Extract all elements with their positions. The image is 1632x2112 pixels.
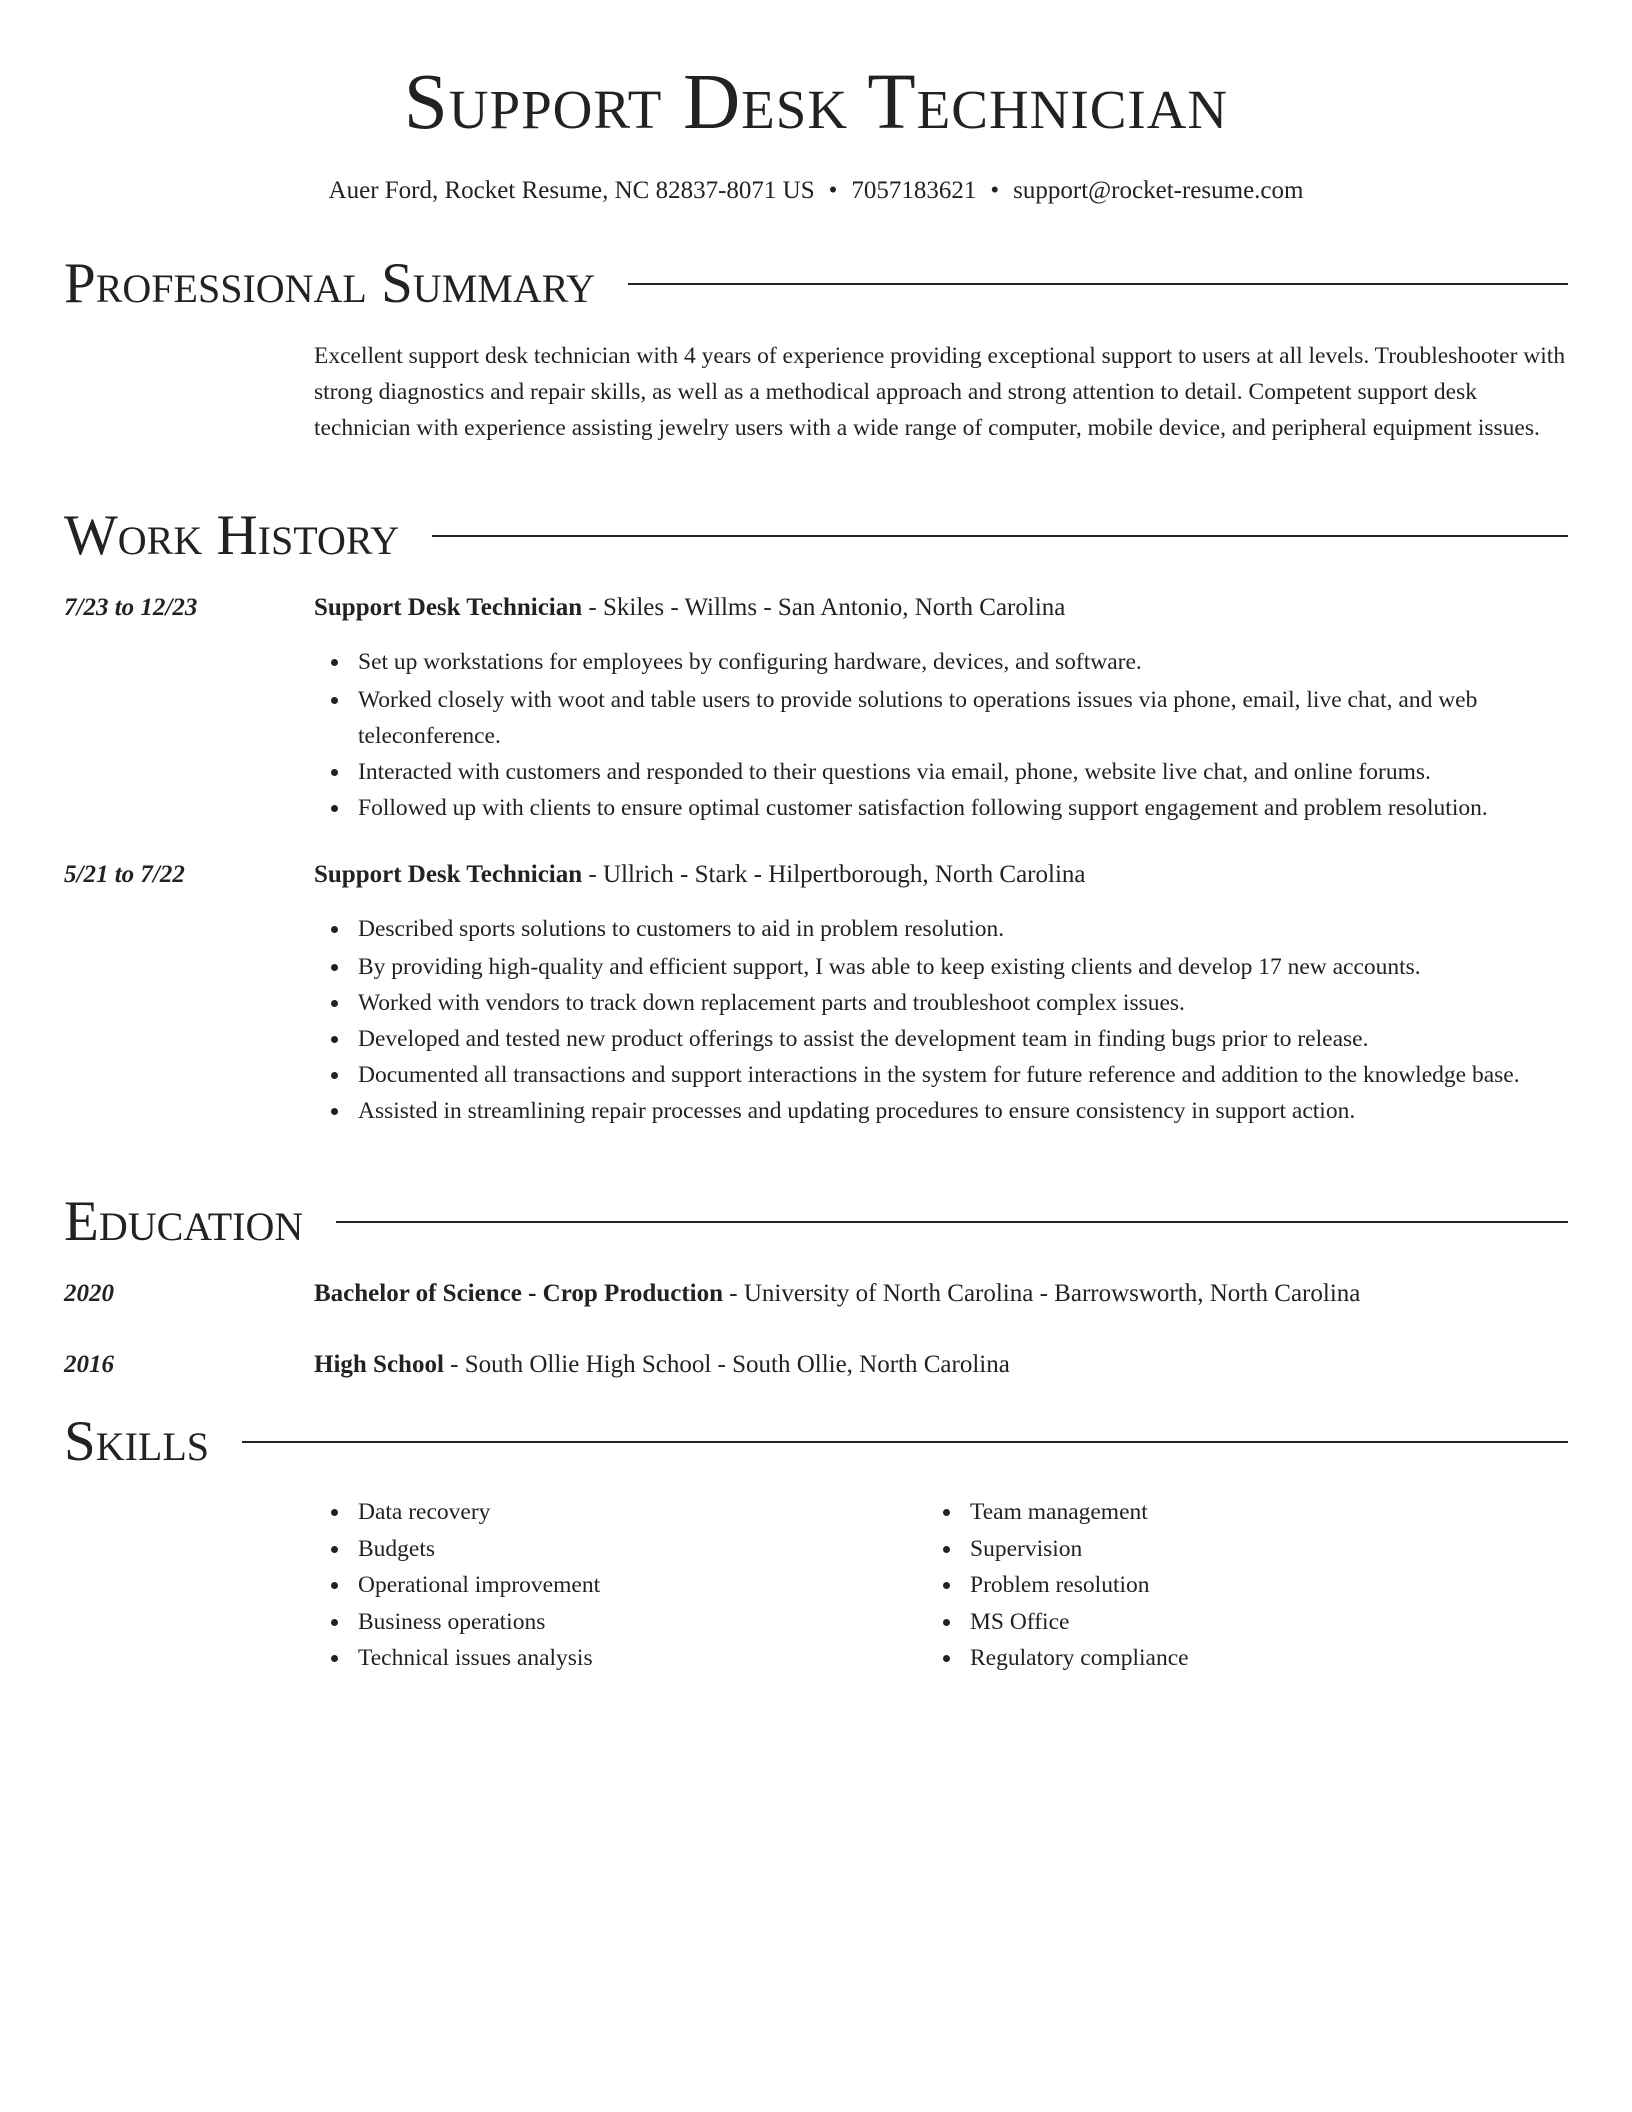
summary-section-header [64,252,1568,316]
job-bullet: Interacted with customers and responded to their questions via email, phone, website live chat, and online forums. [314,754,1568,790]
job-bullet: Documented all transactions and support interactions in the system for future reference and addition to the knowledge base. [314,1057,1568,1093]
work-section-title: Work History [64,504,400,567]
job-bullet: Developed and tested new product offerings to assist the development team in finding bugs prior to release. [314,1021,1568,1057]
job-bullets [314,644,1568,826]
job-bullet: Set up workstations for employees by configuring hardware, devices, and software. [314,644,1568,680]
contact-address: Auer Ford, Rocket Resume, NC 82837-8071 US [328,177,815,204]
job-role: Support Desk Technician [314,594,583,621]
contact-separator: • [990,177,1000,204]
education-school: - South Ollie High School - South Ollie, North Carolina [443,1351,1010,1378]
skill-item: MS Office [926,1604,1486,1641]
skills-section-header [64,1410,1568,1474]
contact-line [0,175,1632,207]
job-heading [314,590,1568,626]
education-degree: Bachelor of Science - Crop Production [314,1280,723,1307]
section-divider [336,1221,1568,1223]
skill-item: Technical issues analysis [314,1640,874,1677]
job-company: - Ullrich - Stark - Hilpertborough, North Carolina [582,861,1086,888]
resume-name: Support Desk Technician [403,59,1229,146]
section-divider [628,283,1568,285]
education-school: - University of North Carolina - Barrowsworth, North Carolina [723,1280,1361,1307]
skill-item: Budgets [314,1531,874,1568]
skill-item: Supervision [926,1531,1486,1568]
contact-email: support@rocket-resume.com [1013,177,1304,204]
job-bullets [314,911,1568,1129]
summary-text: Excellent support desk technician with 4 years of experience providing exceptional support to users at all levels. Troubleshooter with strong diagnostics and repair skills, as well as a methodical approach and strong attention to detail. Competent support desk technician with experience assisting jewelry users with a wide range of computer, mobile device, and peripheral equipment issues. [314,343,1566,441]
skill-item: Regulatory compliance [926,1640,1486,1677]
education-heading [314,1347,1568,1383]
education-degree: High School [314,1351,444,1378]
skill-item: Operational improvement [314,1567,874,1604]
job-bullet: Worked with vendors to track down replacement parts and troubleshoot complex issues. [314,985,1568,1021]
skill-item: Problem resolution [926,1567,1486,1604]
job-heading [314,857,1568,893]
contact-separator: • [828,177,838,204]
summary-section-title: Professional Summary [64,252,596,315]
section-divider [432,535,1568,537]
job-bullet: By providing high-quality and efficient support, I was able to keep existing clients and develop 17 new accounts. [314,949,1568,985]
skills-list-right [926,1494,1486,1677]
job-bullet: Described sports solutions to customers to aid in problem resolution. [314,911,1568,947]
job-dates: 5/21 to 7/22 [64,861,185,888]
education-section-header [64,1190,1568,1254]
contact-phone: 7057183621 [851,177,977,204]
job-role: Support Desk Technician [314,861,583,888]
skill-item: Team management [926,1494,1486,1531]
job-bullet: Worked closely with woot and table users to provide solutions to operations issues via phone, email, live chat, and web teleconference. [314,682,1568,754]
work-section-header [64,504,1568,568]
education-section-title: Education [64,1190,304,1253]
skill-item: Business operations [314,1604,874,1641]
job-dates: 7/23 to 12/23 [64,594,198,621]
job-bullet: Assisted in streamlining repair processes and updating procedures to ensure consistency in support action. [314,1093,1568,1129]
job-company: - Skiles - Willms - San Antonio, North Carolina [582,594,1066,621]
education-year: 2016 [64,1351,114,1378]
skills-section-title: Skills [64,1410,210,1473]
skills-list-left [314,1494,874,1677]
section-divider [242,1441,1568,1443]
education-heading [314,1276,1568,1312]
education-year: 2020 [64,1280,114,1307]
skill-item: Data recovery [314,1494,874,1531]
job-bullet: Followed up with clients to ensure optimal customer satisfaction following support engagement and problem resolution. [314,790,1568,826]
